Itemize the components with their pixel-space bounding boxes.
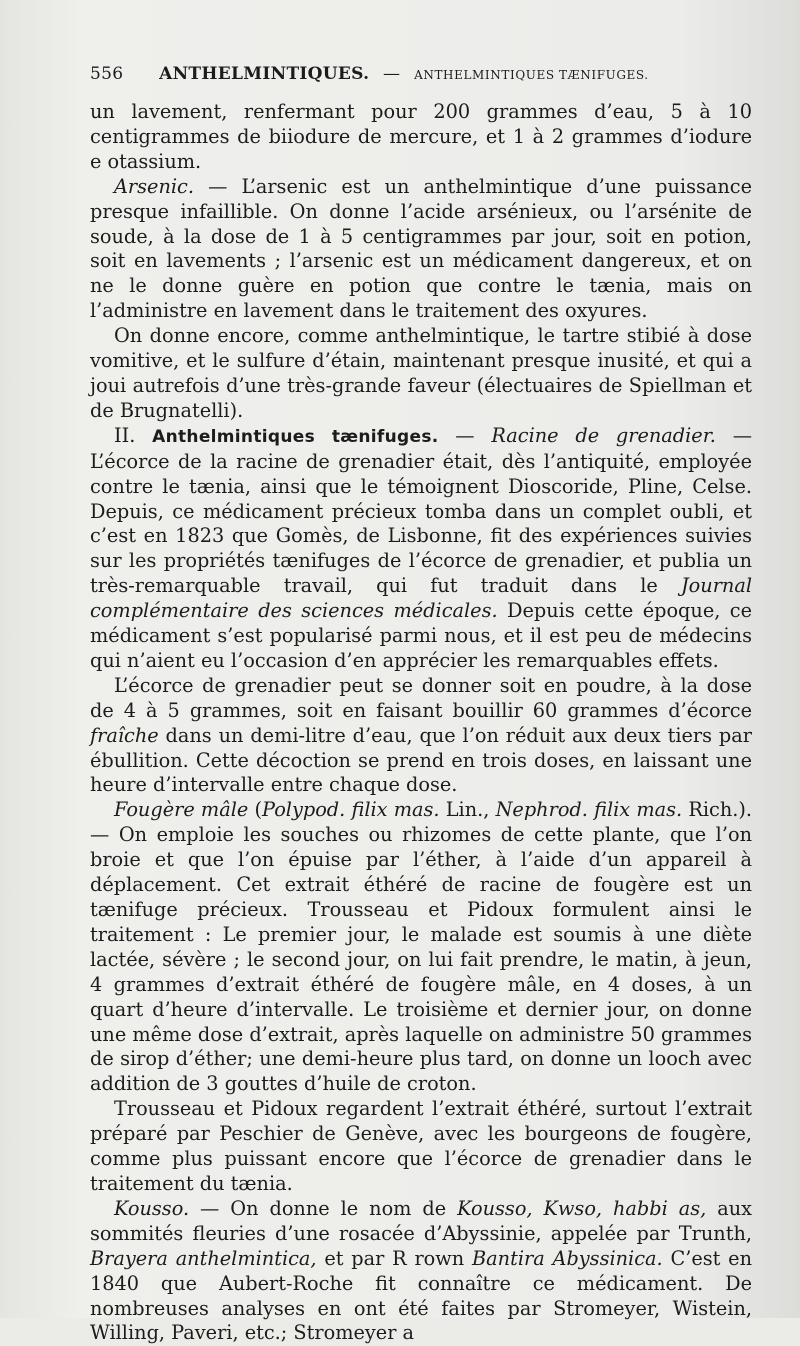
paragraph-text: — On emploie les souches ou rhizomes de cette plante, que l’on broie et que l’on épuise par l’éther, à l’aide d’un appareil à déplacement. Cet extrait éthéré de racine de fougère est un tænifuge précieux. Trousseau et Pidoux formulent ainsi le traitement : Le premier jour, le malade est soumis à une diète lactée, sévère ; le second jour, on lui fait prendre, le matin, à jeun, 4 grammes d’extrait éthéré de fougère mâle, en 4 doses, à un quart d’heure d’intervalle. Le troisième et dernier jour, on donne une même dose d’extrait, après laquelle on administre 50 grammes de sirop d’éther; une demi-heure plus tard, on donne un looch avec addition de 3 gouttes d’huile de croton. bbox=[90, 823, 752, 1096]
latin-names-kousso: Kousso, Kwso, habbi as, bbox=[457, 1196, 707, 1220]
paragraph-trousseau bbox=[90, 1097, 752, 1197]
journal-title: Journal complémentaire des sciences médicales. bbox=[90, 574, 752, 623]
emphasis-fraiche: fraîche bbox=[90, 723, 159, 747]
paragraph-text: Lin., bbox=[439, 798, 496, 822]
paragraph-kousso bbox=[90, 1197, 752, 1346]
paragraph-text: — L’arsenic est un anthelmintique d’une puissance presque infaillible. On donne l’acide arsénieux, ou l’arsénite de soude, à la dose de 1 à 5 centigrammes par jour, soit en potion, soit en lavements ; l’arsenic est un médicament dangereux, et on ne le donne guère en potion que contre le tænia, mais on l’administre en lavement dans le traitement des oxyures. bbox=[90, 174, 752, 323]
latin-name-bantira: Bantira Abyssinica. bbox=[472, 1246, 663, 1270]
paragraph-text: Depuis cette époque, ce médicament s’est popularisé parmi nous, et il est peu de médecins qui n’aient eu l’occasion d’en apprécier les remarquables effets. bbox=[90, 599, 752, 672]
paragraph-text: On donne encore, comme anthelmintique, le tartre stibié à dose vomitive, et le sulfure d’étain, maintenant presque inusité, et qui a joui autrefois d’une très-grande faveur (électuaires de Spiellman et de Brugnatelli). bbox=[90, 324, 752, 422]
paragraph-text: L’écorce de grenadier peut se donner soit en poudre, à la dose de 4 à 5 grammes, soit en faisant bouillir 60 grammes d’écorce bbox=[90, 673, 752, 722]
section-heading: Anthelmintiques tænifuges. bbox=[152, 426, 439, 447]
section-number: II. bbox=[114, 423, 153, 447]
entry-lead-arsenic: Arsenic. bbox=[114, 174, 194, 198]
paragraph-tænifuges bbox=[90, 424, 752, 674]
running-title: ANTHELMINTIQUES. bbox=[159, 64, 370, 84]
paragraph-text: dans un demi-litre d’eau, que l’on réduit aux deux tiers par ébullition. Cette décoction se prend en trois doses, en laissant une heure d’intervalle entre chaque dose. bbox=[90, 723, 752, 797]
paragraph-arsenic bbox=[90, 175, 752, 324]
page-body bbox=[90, 100, 752, 1346]
paragraph-text: Rich.). bbox=[682, 798, 753, 822]
paragraph-text: et par R rown bbox=[316, 1246, 473, 1270]
paragraph-fougere bbox=[90, 798, 752, 1097]
paragraph-tartre-stibie bbox=[90, 324, 752, 424]
paragraph-text: — On donne le nom de bbox=[189, 1196, 458, 1220]
paragraph-mercure bbox=[90, 100, 752, 175]
paragraph-text: C’est en 1840 que Aubert-Roche fit connaître ce médicament. De nombreuses analyses en ont été faites par Stromeyer, Wistein, Willing, Paveri, etc.; Stromeyer a bbox=[90, 1246, 753, 1345]
paragraph-text: aux sommités fleuries d’une rosacée d’Abyssinie, appelée par Trunth, bbox=[90, 1196, 752, 1245]
paragraph-text: — L’écorce de la racine de grenadier était, dès l’antiquité, employée contre le tænia, ainsi que le témoignent Dioscoride, Pline, Celse. Depuis, ce médicament précieux tomba dans un complet oubli, et c’est en 1823 que Gomès, de Lisbonne, fit des expériences suivies sur les propriétés tænifuges de l’écorce de grenadier, et publia un très-remarquable travail, qui fut traduit dans le bbox=[90, 423, 752, 598]
paragraph-text: — bbox=[438, 423, 492, 447]
entry-lead-fougere: Fougère mâle bbox=[114, 798, 249, 822]
paragraph-ecorce bbox=[90, 674, 752, 799]
page-number: 556 bbox=[90, 64, 124, 84]
paragraph-text: ( bbox=[248, 798, 262, 822]
running-head-separator: — bbox=[383, 64, 401, 84]
entry-lead-grenadier: Racine de grenadier. bbox=[491, 423, 716, 447]
latin-name-nephrod: Nephrod. filix mas. bbox=[495, 798, 683, 822]
paragraph-text: un lavement, renfermant pour 200 grammes d’eau, 5 à 10 centigrammes de biiodure de mercure, et 1 à 2 grammes d’iodure e otassium. bbox=[90, 100, 752, 173]
running-subtitle: ANTHELMINTIQUES TÆNIFUGES. bbox=[414, 68, 649, 82]
entry-lead-kousso: Kousso. bbox=[114, 1196, 190, 1220]
latin-name-polypod: Polypod. filix mas. bbox=[262, 798, 440, 822]
running-head bbox=[90, 64, 750, 84]
latin-name-brayera: Brayera anthelmintica, bbox=[90, 1246, 317, 1270]
paragraph-text: Trousseau et Pidoux regardent l’extrait éthéré, surtout l’extrait préparé par Peschier de Genève, avec les bourgeons de fougère, comme plus puissant encore que l’écorce de grenadier dans le traitement du tænia. bbox=[90, 1097, 752, 1195]
